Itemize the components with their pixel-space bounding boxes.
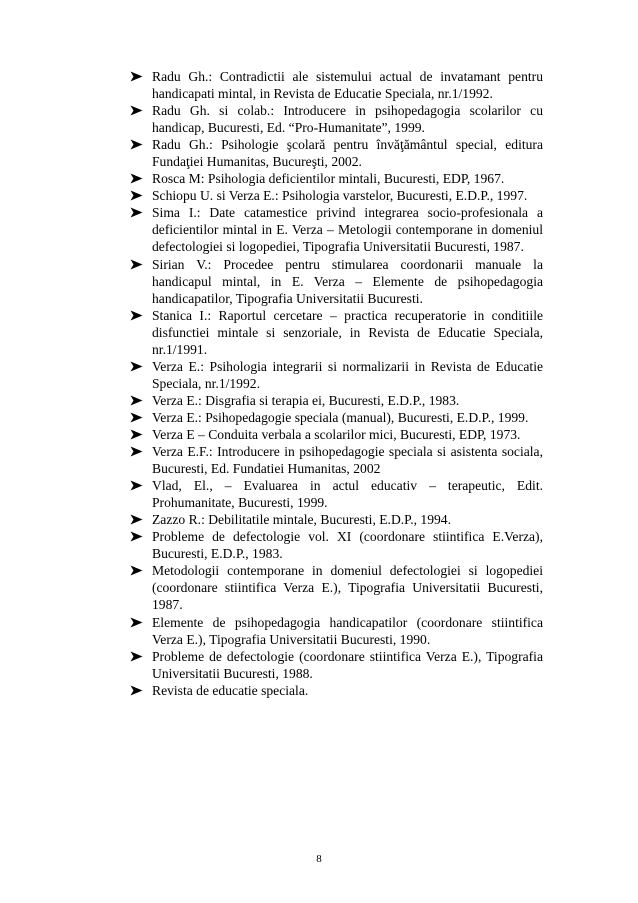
bibliography-item-text: Verza E.F.: Introducere in psihopedagogie speciala si asistenta sociala, Bucuresti, Ed. Fundatiei Humanitas, 2002 — [152, 444, 543, 477]
bibliography-item-text: Sirian V.: Procedee pentru stimularea coordonarii manuale la handicapul mintal, in E. Verza – Elemente de psihopedagogia handicapatilor, Tipografia Universitatii Bucuresti. — [152, 256, 543, 306]
bibliography-item-text: Stanica I.: Raportul cercetare – practica recuperatorie in conditiile disfunctiei mintale si senzoriale, in Revista de Educatie Speciala, nr.1/1991. — [152, 307, 543, 357]
bibliography-item-text: Rosca M: Psihologia deficientilor mintali, Bucuresti, EDP, 1967. — [152, 171, 505, 187]
bibliography-item-text: Vlad, El., – Evaluarea in actul educativ – terapeutic, Edit. Prohumanitate, Bucuresti, 1999. — [152, 478, 543, 511]
page-number: 8 — [316, 853, 322, 865]
arrowhead-bullet-icon — [130, 614, 146, 631]
bibliography-item — [130, 392, 543, 409]
arrowhead-bullet-icon — [130, 187, 146, 204]
arrowhead-bullet-icon — [130, 68, 146, 85]
bibliography-item-text: Verza E.: Psihopedagogie speciala (manual), Bucuresti, E.D.P., 1999. — [152, 409, 529, 425]
arrowhead-bullet-icon — [130, 392, 146, 409]
bibliography-item — [130, 68, 543, 102]
bibliography-item — [130, 307, 543, 358]
arrowhead-bullet-icon — [130, 204, 146, 221]
bibliography-item — [130, 426, 543, 443]
bibliography-item — [130, 136, 543, 170]
bibliography-item-text: Revista de educatie speciala. — [152, 682, 309, 698]
bibliography-item-text: Elemente de psihopedagogia handicapatilor (coordonare stiintifica Verza E.), Tipografia Universitatii Bucuresti, 1990. — [152, 614, 543, 647]
arrowhead-bullet-icon — [130, 528, 146, 545]
bibliography-item-text: Zazzo R.: Debilitatile mintale, Bucuresti, E.D.P., 1994. — [152, 512, 452, 528]
arrowhead-bullet-icon — [130, 102, 146, 119]
bibliography-item-text: Probleme de defectologie vol. XI (coordonare stiintifica E.Verza), Bucuresti, E.D.P., 1983. — [152, 529, 543, 562]
bibliography-item-text: Verza E – Conduita verbala a scolarilor mici, Bucuresti, EDP, 1973. — [152, 426, 521, 442]
bibliography-item — [130, 102, 543, 136]
arrowhead-bullet-icon — [130, 682, 146, 699]
arrowhead-bullet-icon — [130, 511, 146, 528]
bibliography-item — [130, 614, 543, 648]
bibliography-item-text: Probleme de defectologie (coordonare stiintifica Verza E.), Tipografia Universitatii Bucuresti, 1988. — [152, 648, 543, 681]
bibliography-item — [130, 511, 543, 528]
bibliography-list — [130, 68, 543, 699]
arrowhead-bullet-icon — [130, 256, 146, 273]
bibliography-item — [130, 204, 543, 255]
bibliography-item — [130, 170, 543, 187]
arrowhead-bullet-icon — [130, 358, 146, 375]
bibliography-item — [130, 358, 543, 392]
bibliography-item-text: Radu Gh.: Contradictii ale sistemului actual de invatamant pentru handicapati mintal, in Revista de Educatie Speciala, nr.1/1992. — [152, 69, 543, 102]
arrowhead-bullet-icon — [130, 477, 146, 494]
arrowhead-bullet-icon — [130, 648, 146, 665]
arrowhead-bullet-icon — [130, 409, 146, 426]
bibliography-item — [130, 682, 543, 699]
bibliography-item-text: Verza E.: Psihologia integrarii si normalizarii in Revista de Educatie Speciala, nr.1/1992. — [152, 358, 543, 391]
arrowhead-bullet-icon — [130, 136, 146, 153]
arrowhead-bullet-icon — [130, 562, 146, 579]
bibliography-item — [130, 562, 543, 613]
arrowhead-bullet-icon — [130, 426, 146, 443]
bibliography-item — [130, 187, 543, 204]
arrowhead-bullet-icon — [130, 170, 146, 187]
bibliography-item — [130, 256, 543, 307]
bibliography-item-text: Radu Gh.: Psihologie şcolară pentru învăţământul special, editura Fundaţiei Humanitas, Bucureşti, 2002. — [152, 137, 543, 170]
bibliography-item — [130, 648, 543, 682]
bibliography-item-text: Schiopu U. si Verza E.: Psihologia varstelor, Bucuresti, E.D.P., 1997. — [152, 188, 528, 204]
bibliography-item-text: Metodologii contemporane in domeniul defectologiei si logopediei (coordonare stiintifica Verza E.), Tipografia Universitatii Bucuresti, 1987. — [152, 563, 543, 613]
arrowhead-bullet-icon — [130, 307, 146, 324]
bibliography-item — [130, 477, 543, 511]
bibliography-item — [130, 409, 543, 426]
bibliography-item — [130, 443, 543, 477]
bibliography-item-text: Sima I.: Date catamestice privind integrarea socio-profesionala a deficientilor mintal in E. Verza – Metologii contemporane in domeniul defectologiei si logopediei, Tipografia Universitatii Bucuresti, 1987. — [152, 205, 543, 255]
bibliography-item — [130, 528, 543, 562]
arrowhead-bullet-icon — [130, 443, 146, 460]
bibliography-item-text: Radu Gh. si colab.: Introducere in psihopedagogia scolarilor cu handicap, Bucuresti, Ed. “Pro-Humanitate”, 1999. — [152, 103, 543, 136]
bibliography-item-text: Verza E.: Disgrafia si terapia ei, Bucuresti, E.D.P., 1983. — [152, 392, 460, 408]
